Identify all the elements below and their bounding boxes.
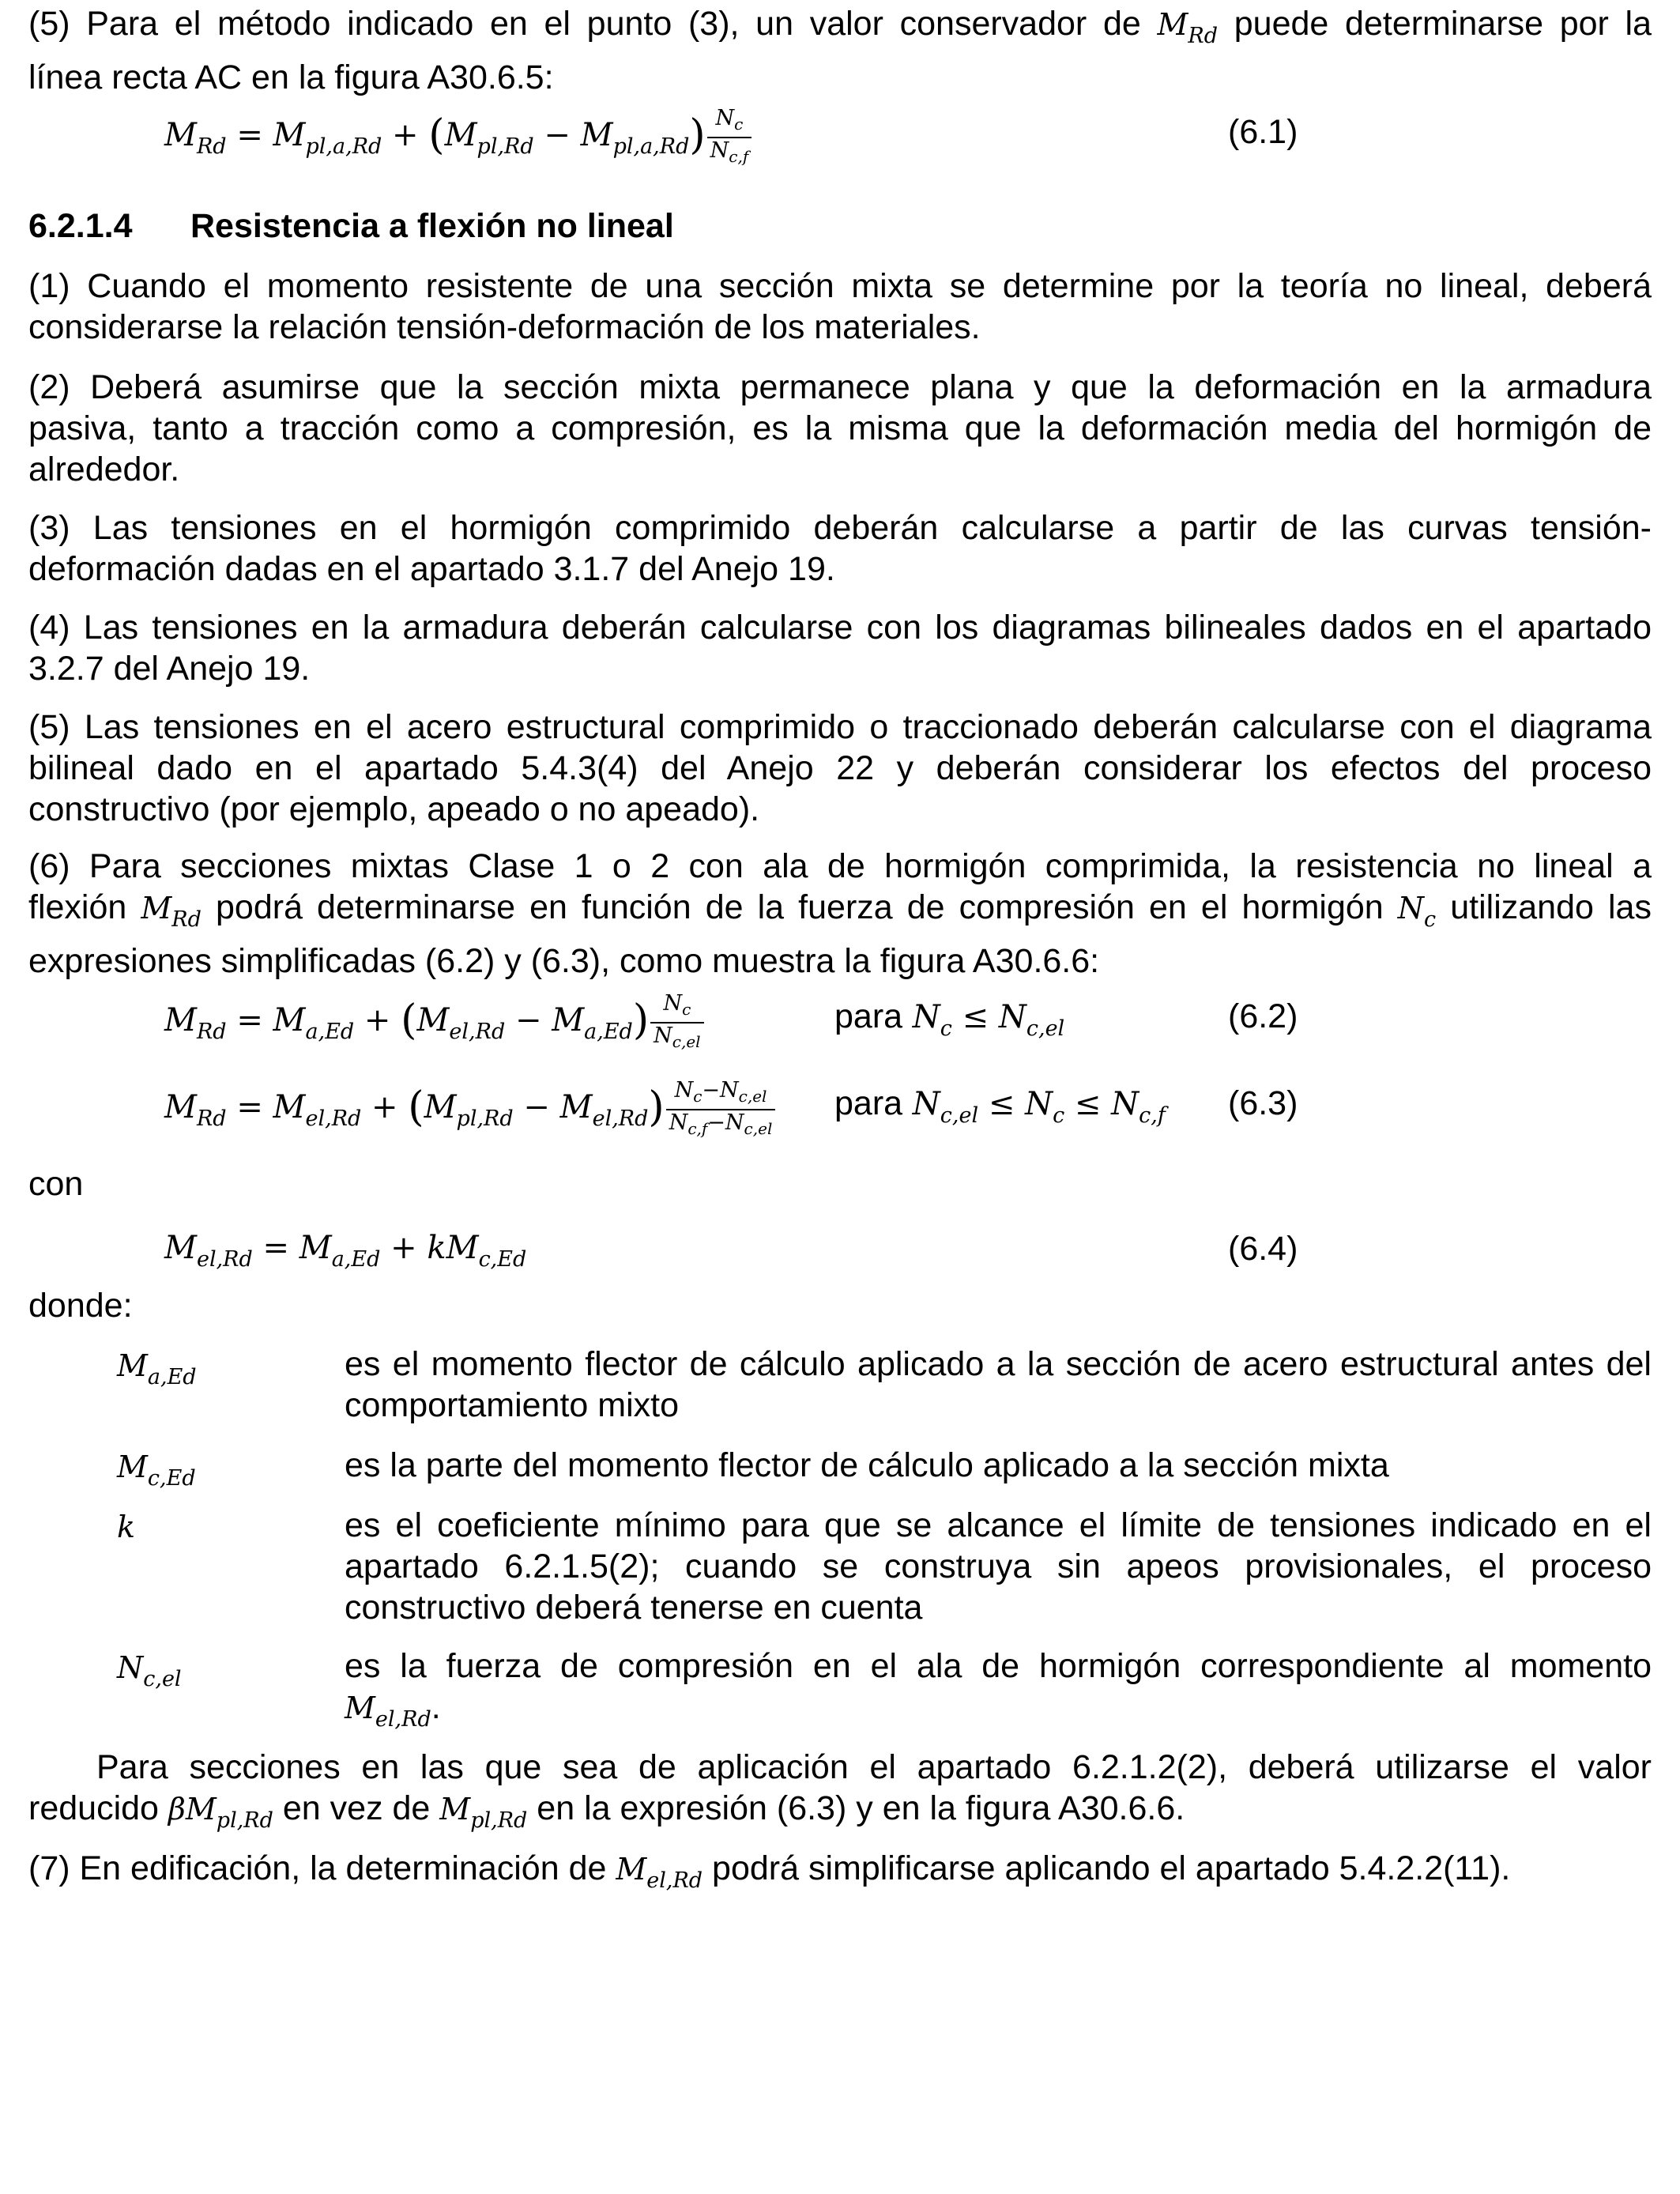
definition-text: es la parte del momento flector de cálculo aplicado a la sección mixta xyxy=(345,1446,1389,1484)
paragraph-2: (2) Deberá asumirse que la sección mixta permanece plana y que la deformación en la armadura pasiva, tanto a tracción como a compresión, es la misma que la deformación media del hormigón de alrededor. xyxy=(28,368,1652,488)
text-line: línea recta AC en la figura A30.6.5: xyxy=(28,58,554,96)
paragraph-beta-note: Para secciones en las que sea de aplicación el apartado 6.2.1.2(2), deberá utilizarse el valor reducido $\beta M_{pl,Rd}$ en vez de $M_{pl,Rd}$ en la expresión (6.3) y en la figura A30.6.6. xyxy=(28,1748,1652,1833)
paragraph-3: (3) Las tensiones en el hormigón comprimido deberán calcularse a partir de las curvas tensión- deformación dadas en el apartado 3.1.7 del Anejo 19. xyxy=(28,509,1652,588)
definition-text: es el coeficiente mínimo para que se alcance el límite de tensiones indicado en el apartado 6.2.1.5(2); cuando se construya sin apeos provisionales, el proceso constructivo deberá tenerse en cuenta xyxy=(345,1506,1652,1627)
label-con: con xyxy=(28,1165,84,1203)
equation-6-2: $M_{Rd} = M_{a,Ed} + (M_{el,Rd} - M_{a,Ed})$ $\frac{N_c}{N_{c,el}}$ xyxy=(164,991,706,1054)
text-span: (5) Para el método indicado en el punto (3), un valor conservador de xyxy=(28,5,1141,43)
equation-6-1: $M_{Rd} = M_{pl,a,Rd} + (M_{pl,Rd} - M_{pl,a,Rd})$ $\frac{N_c}{N_{c,f}}$ xyxy=(164,106,753,169)
definition-text: es el momento flector de cálculo aplicado a la sección de acero estructural antes del comportamiento mixto xyxy=(345,1345,1652,1424)
paragraph-6: (6) Para secciones mixtas Clase 1 o 2 con ala de hormigón comprimida, la resistencia no lineal a flexión $M_{Rd}$ podrá determinarse en función de la fuerza de compresión en el hormigón $N_c$ utilizando las expresiones simplificadas (6.2) y (6.3), como muestra la figura A30.6.6: xyxy=(28,847,1652,980)
equation-6-4: $M_{el,Rd} = M_{a,Ed} + kM_{c,Ed}$ xyxy=(164,1230,527,1272)
definition-symbol: $N_{c,el}$ xyxy=(117,1650,182,1691)
math-symbol: $M_{Rd}$ xyxy=(141,891,202,932)
paragraph-5-intro xyxy=(28,3,1652,98)
definition-text: es la fuerza de compresión en el ala de hormigón correspondiente al momento $M_{el,Rd}$. xyxy=(345,1647,1652,1732)
paragraph-7: (7) En edificación, la determinación de $M_{el,Rd}$ podrá simplificarse aplicando el apartado 5.4.2.2(11). xyxy=(28,1849,1511,1893)
paragraph-5: (5) Las tensiones en el acero estructural comprimido o traccionado deberán calcularse con el diagrama bilineal dado en el apartado 5.4.3(4) del Anejo 22 y deberán considerar los efectos del proceso constructivo (por ejemplo, apeado o no apeado). xyxy=(28,708,1652,828)
math-symbol: $\beta M_{pl,Rd}$ xyxy=(168,1792,273,1833)
math-symbol: $M_{Rd}$ xyxy=(1157,7,1219,48)
section-heading: 6.2.1.4 Resistencia a flexión no lineal xyxy=(28,207,674,245)
math-symbol: $M_{el,Rd}$ xyxy=(616,1852,703,1893)
math-symbol: $N_c$ xyxy=(1397,891,1437,932)
equation-6-3: $M_{Rd} = M_{el,Rd} + (M_{pl,Rd} - M_{el,Rd})$ $\frac{N_c-N_{c,el}}{N_{c,f}-N_{c,el}}$ xyxy=(164,1078,777,1141)
paragraph-1: (1) Cuando el momento resistente de una sección mixta se determine por la teoría no lineal, deberá considerarse la relación tensión-deformación de los materiales. xyxy=(28,267,1652,346)
equation-number: (6.3) xyxy=(1228,1084,1298,1122)
equation-number: (6.4) xyxy=(1228,1230,1298,1268)
equation-number: (6.2) xyxy=(1228,997,1298,1035)
paragraph-4: (4) Las tensiones en la armadura deberán calcularse con los diagramas bilineales dados en el apartado 3.2.7 del Anejo 19. xyxy=(28,609,1652,688)
equation-number: (6.1) xyxy=(1228,113,1298,151)
text-span: puede determinarse por la xyxy=(1234,5,1652,43)
definition-symbol: $M_{c,Ed}$ xyxy=(117,1449,196,1491)
definition-symbol: $M_{a,Ed}$ xyxy=(117,1348,197,1389)
label-donde: donde: xyxy=(28,1287,133,1325)
definition-symbol: k xyxy=(117,1510,136,1544)
equation-6-2-condition: para $N_c \le N_{c,el}$ xyxy=(834,997,1065,1041)
math-symbol: $M_{pl,Rd}$ xyxy=(439,1792,528,1833)
equation-6-3-condition: para $N_{c,el} \le N_c \le N_{c,f}$ xyxy=(834,1084,1166,1128)
